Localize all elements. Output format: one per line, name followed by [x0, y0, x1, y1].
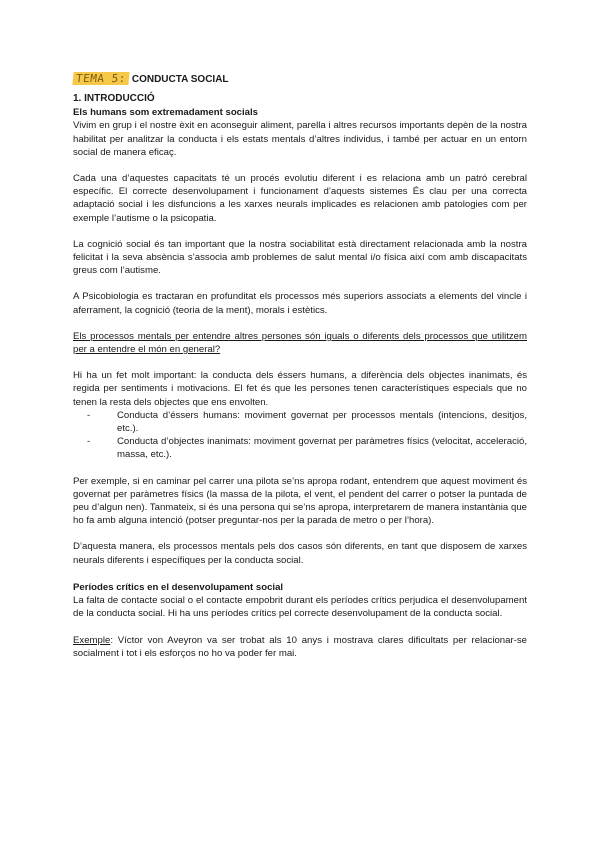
list-item	[87, 409, 527, 435]
subsection-heading: Els humans som extremadament socials	[73, 107, 259, 119]
periods-heading: Períodes crítics en el desenvolupament social	[73, 581, 284, 593]
comparison-list	[73, 409, 527, 462]
list-item-text: Conducta d’objectes inanimats: moviment governat per paràmetres físics (velocitat, acceleració, massa, etc.).	[117, 436, 527, 461]
topic-title: CONDUCTA SOCIAL	[131, 74, 229, 85]
dash-marker: -	[87, 436, 91, 448]
paragraph-7: D’aquesta manera, els processos mentals pels dos casos són diferents, en tant que disposem de xarxes neurals diferents i específiques per la conducta social.	[73, 541, 527, 566]
question-heading: Els processos mentals per entendre altres persones són iguals o diferents dels processos que utilitzem per a entendre el món en general?	[73, 330, 527, 356]
list-item-text: Conducta d’éssers humans: moviment governat per processos mentals (intencions, desitjos, etc.).	[117, 409, 527, 435]
section-heading: 1. INTRODUCCIÓ	[73, 93, 155, 104]
paragraph-1: Vivim en grup i el nostre èxit en aconseguir aliment, parella i altres recursos importants depèn de la nostra habilitat per analitzar la conducta i els estats mentals d’altres individus, i també per actuar en un entorn social de manera eficaç.	[73, 120, 527, 158]
topic-title-line	[73, 72, 527, 88]
tema-label: TEMA 5:	[72, 72, 129, 85]
list-item	[87, 435, 527, 461]
example-paragraph	[73, 634, 527, 660]
example-text: : Víctor von Aveyron va ser trobat als 10 anys i mostrava clares dificultats per relacionar-se socialment i tot i els esforços no ho va poder fer mai.	[73, 634, 527, 659]
paragraph-8: La falta de contacte social o el contacte empobrit durant els períodes crítics perjudica el desenvolupament de la conducta social. Hi ha uns períodes crítics pel correcte desenvolupament de la conducta social.	[73, 595, 527, 620]
paragraph-6: Per exemple, si en caminar pel carrer una pilota se’ns apropa rodant, entendrem que aquest moviment és governat per paràmetres físics (la massa de la pilota, el vent, el pendent del carrer o potser la puntada de peu d’algun nen). Tanmateix, si és una persona qui se’ns apropa, interpretarem de manera instantània que ho fa amb alguna intenció (potser preguntar-nos per la parada de metro o per l’hora).	[73, 475, 527, 527]
paragraph-5: Hi ha un fet molt important: la conducta dels éssers humans, a diferència dels objectes inanimats, és regida per sentiments i motivacions. El fet és que les persones tenen característiques especials que no tenen la resta dels objectes que ens envolten.	[73, 370, 527, 408]
example-label: Exemple	[73, 634, 111, 646]
paragraph-2: Cada una d’aquestes capacitats té un procés evolutiu diferent i es relaciona amb un patró cerebral específic. El correcte desenvolupament i funcionament d’aquests sistemes És clau per una correcta adaptació social i les disfuncions a les xarxes neurals implicades es relacionen amb patologies com per exemple l’autisme o la psicopatia.	[73, 173, 527, 224]
paragraph-4: A Psicobiologia es tractaran en profunditat els processos més superiors associats a elements del vincle i aferrament, la cognició (teoria de la ment), morals i estètics.	[73, 291, 527, 316]
document-page	[73, 72, 527, 660]
dash-marker: -	[87, 409, 91, 421]
paragraph-3: La cognició social és tan important que la nostra sociabilitat està directament relacionada amb la nostra felicitat i la seva absència s’associa amb problemes de salut mental i/o física així com amb discapacitats greus com l’autisme.	[73, 238, 527, 277]
